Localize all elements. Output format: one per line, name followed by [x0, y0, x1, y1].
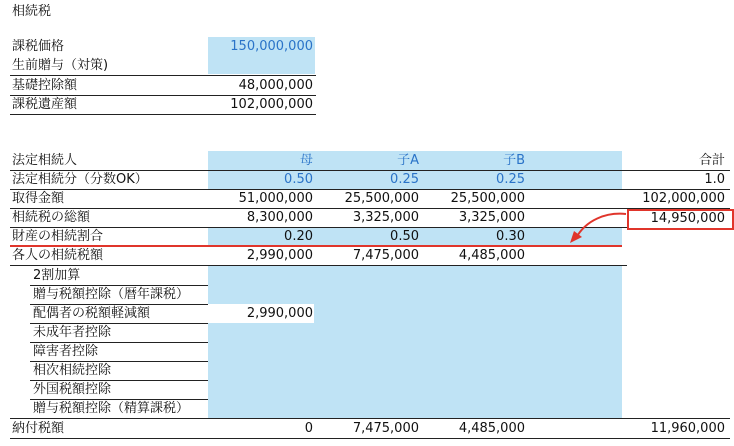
row-label-minor-deduction: 未成年者控除: [33, 325, 112, 340]
column-header-mother[interactable]: 母: [299, 153, 313, 168]
cell-total[interactable]: 11,960,000: [650, 421, 725, 436]
cell[interactable]: 4,485,000: [458, 248, 525, 263]
row-label-gift-tax-credit-settlement: 贈与税額控除（精算課税）: [33, 401, 190, 416]
row-label-successive-deduction: 相次相続控除: [33, 363, 112, 378]
adjust-fill: [314, 304, 622, 323]
cell[interactable]: 0.50: [390, 229, 419, 244]
heirs-header-label: 法定相続人: [12, 153, 78, 168]
cell[interactable]: 51,000,000: [238, 191, 313, 206]
cell[interactable]: 2,990,000: [246, 306, 313, 321]
cell[interactable]: 4,485,000: [458, 421, 525, 436]
cell[interactable]: 0.25: [390, 172, 419, 187]
row-label-total-tax: 相続税の総額: [12, 210, 91, 225]
cell[interactable]: 25,500,000: [344, 191, 419, 206]
cell-total[interactable]: 1.0: [704, 172, 725, 187]
lifetime-gift-label: 生前贈与（対策): [12, 58, 109, 73]
cell[interactable]: 3,325,000: [458, 210, 525, 225]
cell-total-highlighted[interactable]: 14,950,000: [650, 211, 725, 226]
cell[interactable]: 0.20: [284, 229, 313, 244]
taxable-estate-value[interactable]: 102,000,000: [230, 97, 313, 112]
divider: [10, 438, 730, 439]
basic-deduction-label: 基礎控除額: [12, 78, 78, 93]
column-header-total: 合計: [698, 153, 725, 168]
column-header-child-a[interactable]: 子A: [397, 153, 419, 168]
basic-deduction-value[interactable]: 48,000,000: [238, 78, 313, 93]
row-label-spouse-reduction: 配偶者の税額軽減額: [33, 306, 151, 321]
row-label-acquired-amount: 取得金額: [12, 191, 65, 206]
adjust-fill: [208, 266, 622, 304]
divider: [10, 265, 627, 266]
row-label-gift-tax-credit-annual: 贈与税額控除（暦年課税）: [33, 287, 190, 302]
column-header-child-b[interactable]: 子B: [503, 153, 525, 168]
cell[interactable]: 2,990,000: [246, 248, 313, 263]
row-label-ratio: 財産の相続割合: [12, 229, 104, 244]
taxable-price-value[interactable]: 150,000,000: [230, 39, 313, 54]
row-label-disability-deduction: 障害者控除: [33, 344, 99, 359]
divider: [10, 75, 316, 76]
cell[interactable]: 0.50: [284, 172, 313, 187]
curved-arrow-icon: [566, 210, 630, 246]
cell[interactable]: 7,475,000: [352, 421, 419, 436]
adjust-fill: [208, 323, 622, 418]
cell[interactable]: 25,500,000: [450, 191, 525, 206]
row-label-foreign-tax-credit: 外国税額控除: [33, 382, 112, 397]
cell-total[interactable]: 102,000,000: [642, 191, 725, 206]
divider: [10, 114, 316, 115]
sheet-title: 相続税: [12, 4, 52, 19]
divider: [10, 418, 730, 419]
cell[interactable]: 7,475,000: [352, 248, 419, 263]
cell[interactable]: 0.25: [496, 172, 525, 187]
cell[interactable]: 0.30: [496, 229, 525, 244]
cell[interactable]: 3,325,000: [352, 210, 419, 225]
row-label-20pct-surcharge: 2割加算: [33, 268, 81, 283]
row-label-tax-payable: 納付税額: [12, 421, 65, 436]
taxable-price-label: 課税価格: [12, 39, 65, 54]
cell[interactable]: 0: [304, 421, 313, 436]
taxable-estate-label: 課税遺産額: [12, 97, 78, 112]
row-label-each-tax: 各人の相続税額: [12, 248, 104, 263]
cell[interactable]: 8,300,000: [246, 210, 313, 225]
row-label-statutory-share: 法定相続分（分数OK）: [12, 172, 148, 187]
